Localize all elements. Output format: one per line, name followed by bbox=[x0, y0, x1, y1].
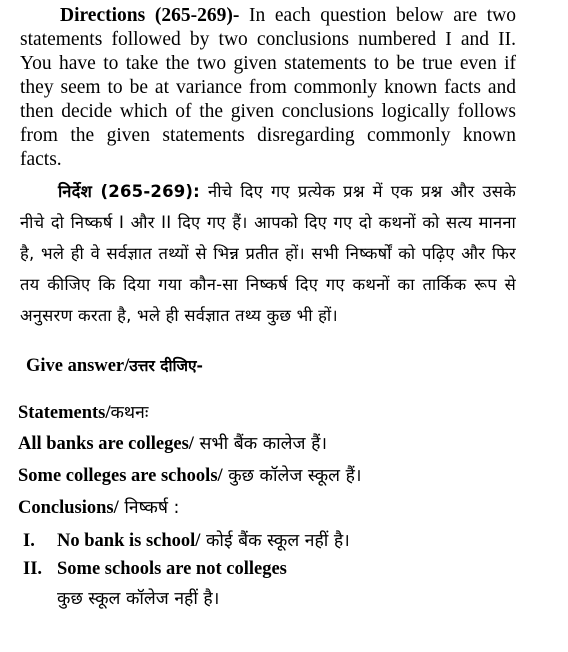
give-answer-line bbox=[26, 354, 203, 377]
directions-english-heading: Directions (265-269)- bbox=[60, 5, 240, 26]
conclusion-2-english: Some schools are not colleges bbox=[57, 559, 287, 579]
statements-label-hindi: कथनः bbox=[110, 403, 149, 423]
conclusion-1-english: No bank is school/ bbox=[57, 531, 201, 551]
conclusion-2 bbox=[23, 559, 287, 580]
give-answer-english: Give answer/ bbox=[26, 356, 130, 376]
statement-2 bbox=[18, 463, 362, 487]
statement-2-hindi: कुछ कॉलेज स्कूल हैं। bbox=[222, 466, 362, 486]
conclusion-1 bbox=[23, 528, 350, 552]
directions-english bbox=[20, 4, 516, 172]
directions-english-body: In each question below are two statements followed by two conclusions numbered I and II. You have to take the two given statements to be true even if they seem to be at variance from commonly known facts and then decide which of the given conclusions logically follows from the given statements disregarding commonly known facts. bbox=[20, 5, 517, 170]
statement-1-english: All banks are colleges/ bbox=[18, 434, 194, 454]
statements-label bbox=[18, 400, 148, 424]
statement-2-english: Some colleges are schools/ bbox=[18, 466, 223, 486]
directions-hindi-heading: निर्देश (265-269): bbox=[58, 182, 200, 201]
conclusion-1-hindi: कोई बैंक स्कूल नहीं है। bbox=[200, 531, 350, 551]
conclusion-1-number: I. bbox=[23, 531, 35, 551]
conclusion-2-number: II. bbox=[23, 559, 43, 579]
give-answer-hindi: उत्तर दीजिए- bbox=[129, 357, 203, 375]
conclusions-label-english: Conclusions/ bbox=[18, 498, 119, 518]
conclusions-label bbox=[18, 495, 179, 519]
statements-label-english: Statements/ bbox=[18, 403, 111, 423]
conclusion-2-hindi: कुछ स्कूल कॉलेज नहीं है। bbox=[57, 589, 220, 609]
statement-1-hindi: सभी बैंक कालेज हैं। bbox=[193, 434, 328, 454]
conclusion-2-hindi-line bbox=[57, 586, 219, 610]
conclusions-label-hindi: निष्कर्ष : bbox=[118, 498, 180, 518]
statement-1 bbox=[18, 431, 327, 455]
directions-hindi bbox=[20, 176, 516, 331]
directions-hindi-body: नीचे दिए गए प्रत्येक प्रश्न में एक प्रश्न और उसके नीचे दो निष्कर्ष I और II दिए गए हैं। आपको दिए गए दो कथनों को सत्य मानना है, भले ही वे सर्वज्ञात तथ्यों से भिन्न प्रतीत हों। सभी निष्कर्षों को पढ़िए और फिर तय कीजिए कि दिया गया कौन-सा निष्कर्ष दिए गए कथनों का तार्किक रूप से अनुसरण करता है, भले ही सर्वज्ञात तथ्य कुछ भी हों। bbox=[20, 182, 517, 325]
